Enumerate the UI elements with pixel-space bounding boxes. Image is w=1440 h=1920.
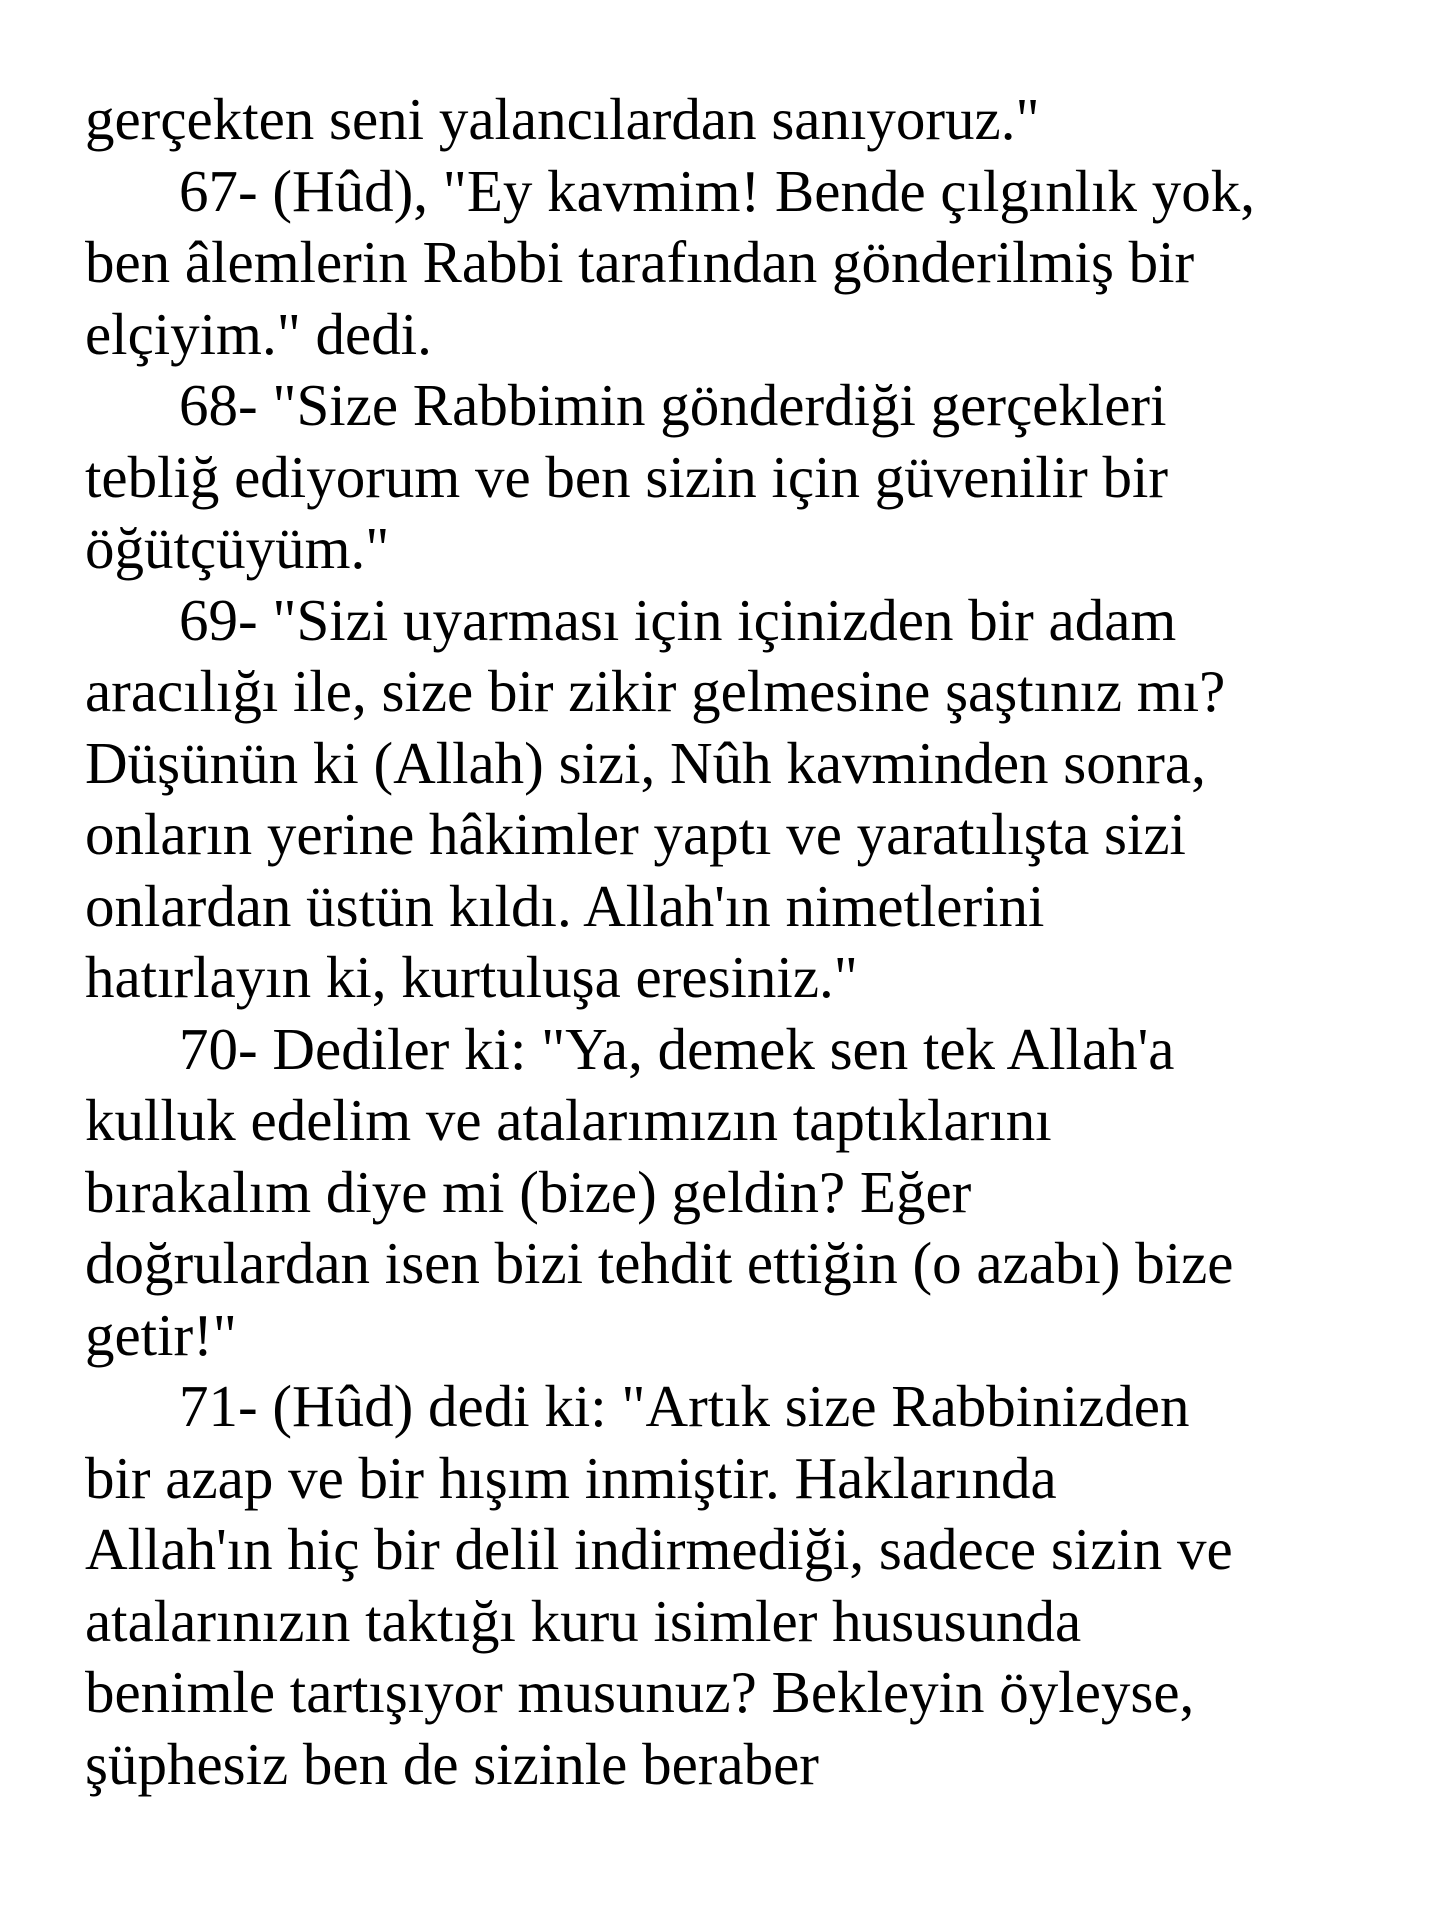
text-line: bir azap ve bir hışım inmiştir. Haklarında bbox=[85, 1444, 1057, 1511]
text-line: aracılığı ile, size bir zikir gelmesine şaştınız mı? bbox=[85, 658, 1226, 724]
text-line: getir!" bbox=[85, 1301, 237, 1368]
text-line: tebliğ ediyorum ve ben sizin için güvenilir bir bbox=[85, 443, 1169, 510]
text-line: öğütçüyüm." bbox=[85, 515, 390, 581]
text-line: atalarınızın taktığı kuru isimler hususunda bbox=[85, 1587, 1082, 1654]
text-line: kulluk edelim ve atalarımızın taptıklarını bbox=[85, 1087, 1052, 1153]
verse-70-start: 70- Dediler ki: "Ya, demek sen tek Allah'a bbox=[179, 1015, 1175, 1082]
text-line: şüphesiz ben de sizinle beraber bbox=[85, 1730, 819, 1797]
text-line: onların yerine hâkimler yaptı ve yaratılışta sizi bbox=[85, 801, 1186, 867]
text-line: doğrulardan isen bizi tehdit ettiğin (o azabı) bize bbox=[85, 1230, 1234, 1296]
verse-68-start: 68- "Size Rabbimin gönderdiği gerçekleri bbox=[179, 372, 1167, 438]
verse-71-start: 71- (Hûd) dedi ki: "Artık size Rabbinizden bbox=[179, 1373, 1190, 1439]
text-line: Allah'ın hiç bir delil indirmediği, sadece sizin ve bbox=[85, 1516, 1233, 1582]
text-line: hatırlayın ki, kurtuluşa eresiniz." bbox=[85, 944, 858, 1010]
text-line: Düşünün ki (Allah) sizi, Nûh kavminden sonra, bbox=[85, 729, 1206, 796]
verse-67-start: 67- (Hûd), "Ey kavmim! Bende çılgınlık yok, bbox=[179, 157, 1256, 224]
text-line: bırakalım diye mi (bize) geldin? Eğer bbox=[85, 1158, 972, 1225]
text-line: elçiyim." dedi. bbox=[85, 300, 432, 367]
text-line: benimle tartışıyor musunuz? Bekleyin öyleyse, bbox=[85, 1659, 1195, 1725]
text-line: onlardan üstün kıldı. Allah'ın nimetlerini bbox=[85, 872, 1045, 939]
document-page bbox=[85, 84, 1385, 1800]
verse-69-start: 69- "Sizi uyarması için içinizden bir adam bbox=[179, 586, 1177, 653]
text-line: ben âlemlerin Rabbi tarafından gönderilmiş bir bbox=[85, 229, 1195, 295]
text-line: gerçekten seni yalancılardan sanıyoruz." bbox=[85, 86, 1040, 152]
